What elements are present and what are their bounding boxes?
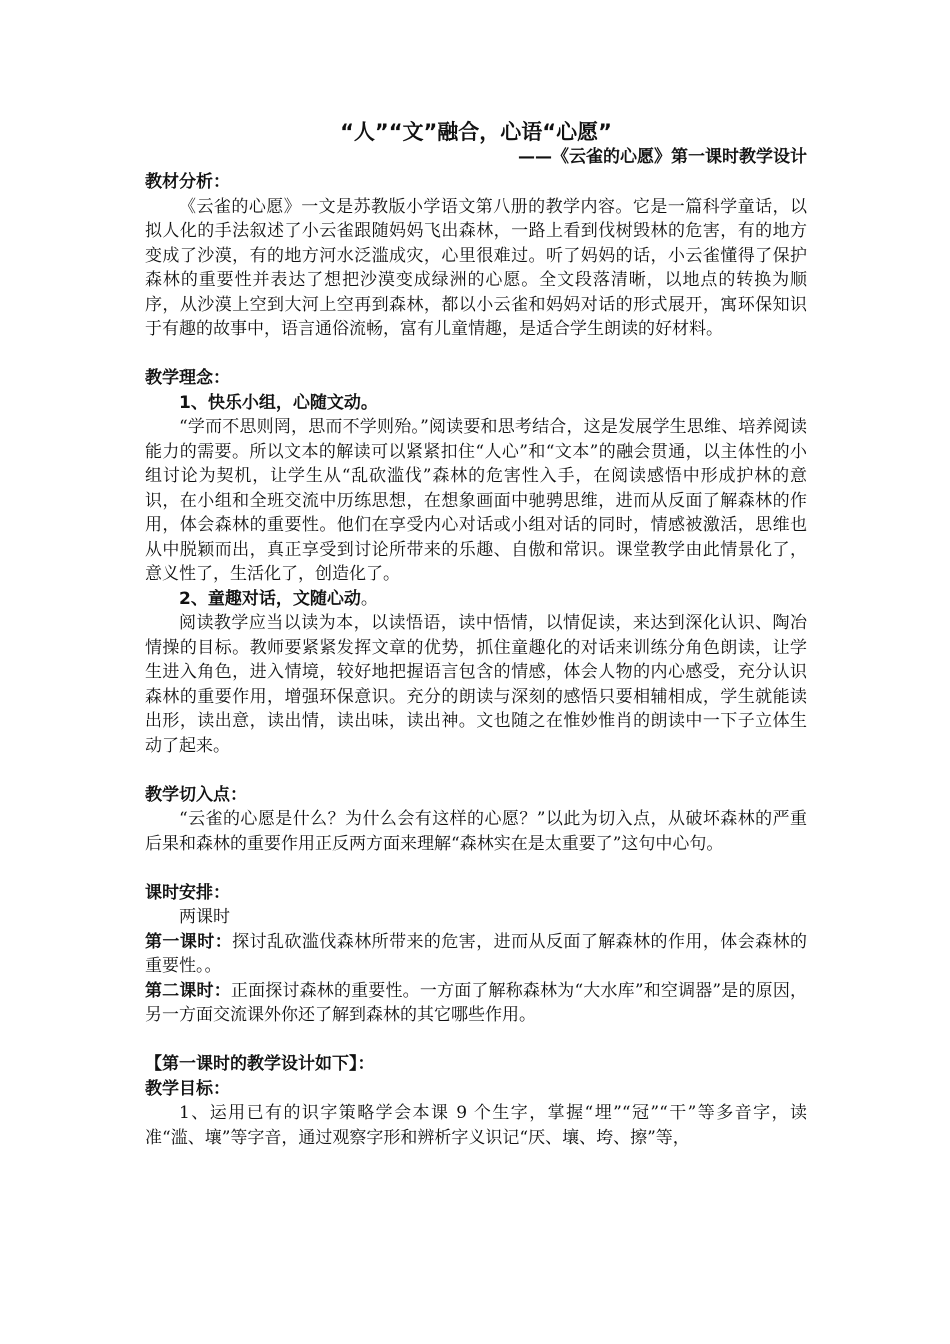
paragraph-childlike-dialogue: 阅读教学应当以读为本，以读悟语，读中悟情，以情促读，来达到深化认识、陶冶情操的目标。教师要紧紧发挥文章的优势，抓住童趣化的对话来训练分角色朗读，让学生进入角色，进入情境，较好地把握语言包含的情感，体会人物的内心感受，充分认识森林的重要作用，增强环保意识。充分的朗读与深刻的感悟只要相辅相成，学生就能读出形，读出意，读出情，读出味，读出神。文也随之在惟妙惟肖的朗读中一下子立体生动了起来。 bbox=[145, 613, 807, 756]
section-heading-teaching-goals: 教学目标： bbox=[145, 1078, 230, 1099]
spacer bbox=[145, 758, 807, 783]
section-heading-teaching-philosophy: 教学理念： bbox=[145, 368, 230, 388]
page-subtitle: ——《云雀的心愿》第一课时教学设计 bbox=[518, 147, 807, 167]
spacer bbox=[145, 856, 807, 881]
paragraph-teaching-goals: 1、运用已有的识字策略学会本课 9 个生字，掌握“埋”“冠”“干”等多音字，读准“滥、壤”等字音，通过观察字形和辨析字义识记“厌、壤、垮、擦”等， bbox=[145, 1103, 807, 1148]
schedule-total: 两课时 bbox=[179, 907, 230, 927]
subheading-childlike-dialogue-bold: 2、童趣对话，文随心动 bbox=[179, 588, 361, 609]
paragraph-happy-group: “学而不思则罔，思而不学则殆。”阅读要和思考结合，这是发展学生思维、培养阅读能力的需要。所以文本的解读可以紧紧扣住“人心”和“文本”的融会贯通，以主体性的小组讨论为契机，让学生从“乱砍滥伐”森林的危害性入手，在阅读感悟中形成护林的意识，在小组和全班交流中历练思想，在想象画面中驰骋思维，进而从反面了解森林的作用，体会森林的重要性。他们在享受内心对话或小组对话的同时，情感被激活，思维也从中脱颖而出，真正享受到讨论所带来的乐趣、自傲和常识。课堂教学由此情景化了，意义性了，生活化了，创造化了。 bbox=[145, 417, 807, 584]
paragraph-entry-point: “云雀的心愿是什么？为什么会有这样的心愿？”以此为切入点，从破坏森林的严重后果和森林的重要作用正反两方面来理解“森林实在是太重要了”这句中心句。 bbox=[145, 809, 807, 854]
section-heading-entry-point: 教学切入点： bbox=[145, 784, 247, 805]
document-body bbox=[145, 118, 807, 1150]
paragraph-material-analysis: 《云雀的心愿》一文是苏教版小学语文第八册的教学内容。它是一篇科学童话，以拟人化的手法叙述了小云雀跟随妈妈飞出森林，一路上看到伐树毁林的危害，有的地方变成了沙漠，有的地方河水泛滥成灾，心里很难过。听了妈妈的话，小云雀懂得了保护森林的重要性并表达了想把沙漠变成绿洲的心愿。全文段落清晰，以地点的转换为顺序，从沙漠上空到大河上空再到森林，都以小云雀和妈妈对话的形式展开，寓环保知识于有趣的故事中，语言通俗流畅，富有儿童情趣，是适合学生朗读的好材料。 bbox=[145, 196, 807, 339]
lesson-one-line bbox=[145, 930, 807, 979]
lesson-two-label: 第二课时： bbox=[145, 980, 231, 1001]
lesson-one-label: 第一课时： bbox=[145, 931, 233, 952]
section-heading-material-analysis: 教材分析： bbox=[145, 172, 230, 192]
lesson-two-text: 正面探讨森林的重要性。一方面了解称森林为“大水库”和空调器”是的原因，另一方面交流课外你还了解到森林的其它哪些作用。 bbox=[145, 980, 807, 1025]
page-title: “人”“文”融合，心语“心愿” bbox=[340, 120, 612, 144]
subheading-childlike-dialogue-rest: 。 bbox=[360, 588, 378, 609]
spacer bbox=[145, 1028, 807, 1053]
lesson-two-line bbox=[145, 979, 807, 1028]
section-heading-schedule: 课时安排： bbox=[145, 882, 230, 903]
lesson-one-text: 探讨乱砍滥伐森林所带来的危害，进而从反面了解森林的作用，体会森林的重要性。。 bbox=[145, 931, 808, 976]
subheading-childlike-dialogue bbox=[145, 587, 807, 612]
section-heading-first-lesson-design: 【第一课时的教学设计如下】： bbox=[145, 1054, 375, 1074]
spacer bbox=[145, 342, 807, 367]
subheading-happy-group: 1、快乐小组，心随文动。 bbox=[179, 392, 378, 413]
